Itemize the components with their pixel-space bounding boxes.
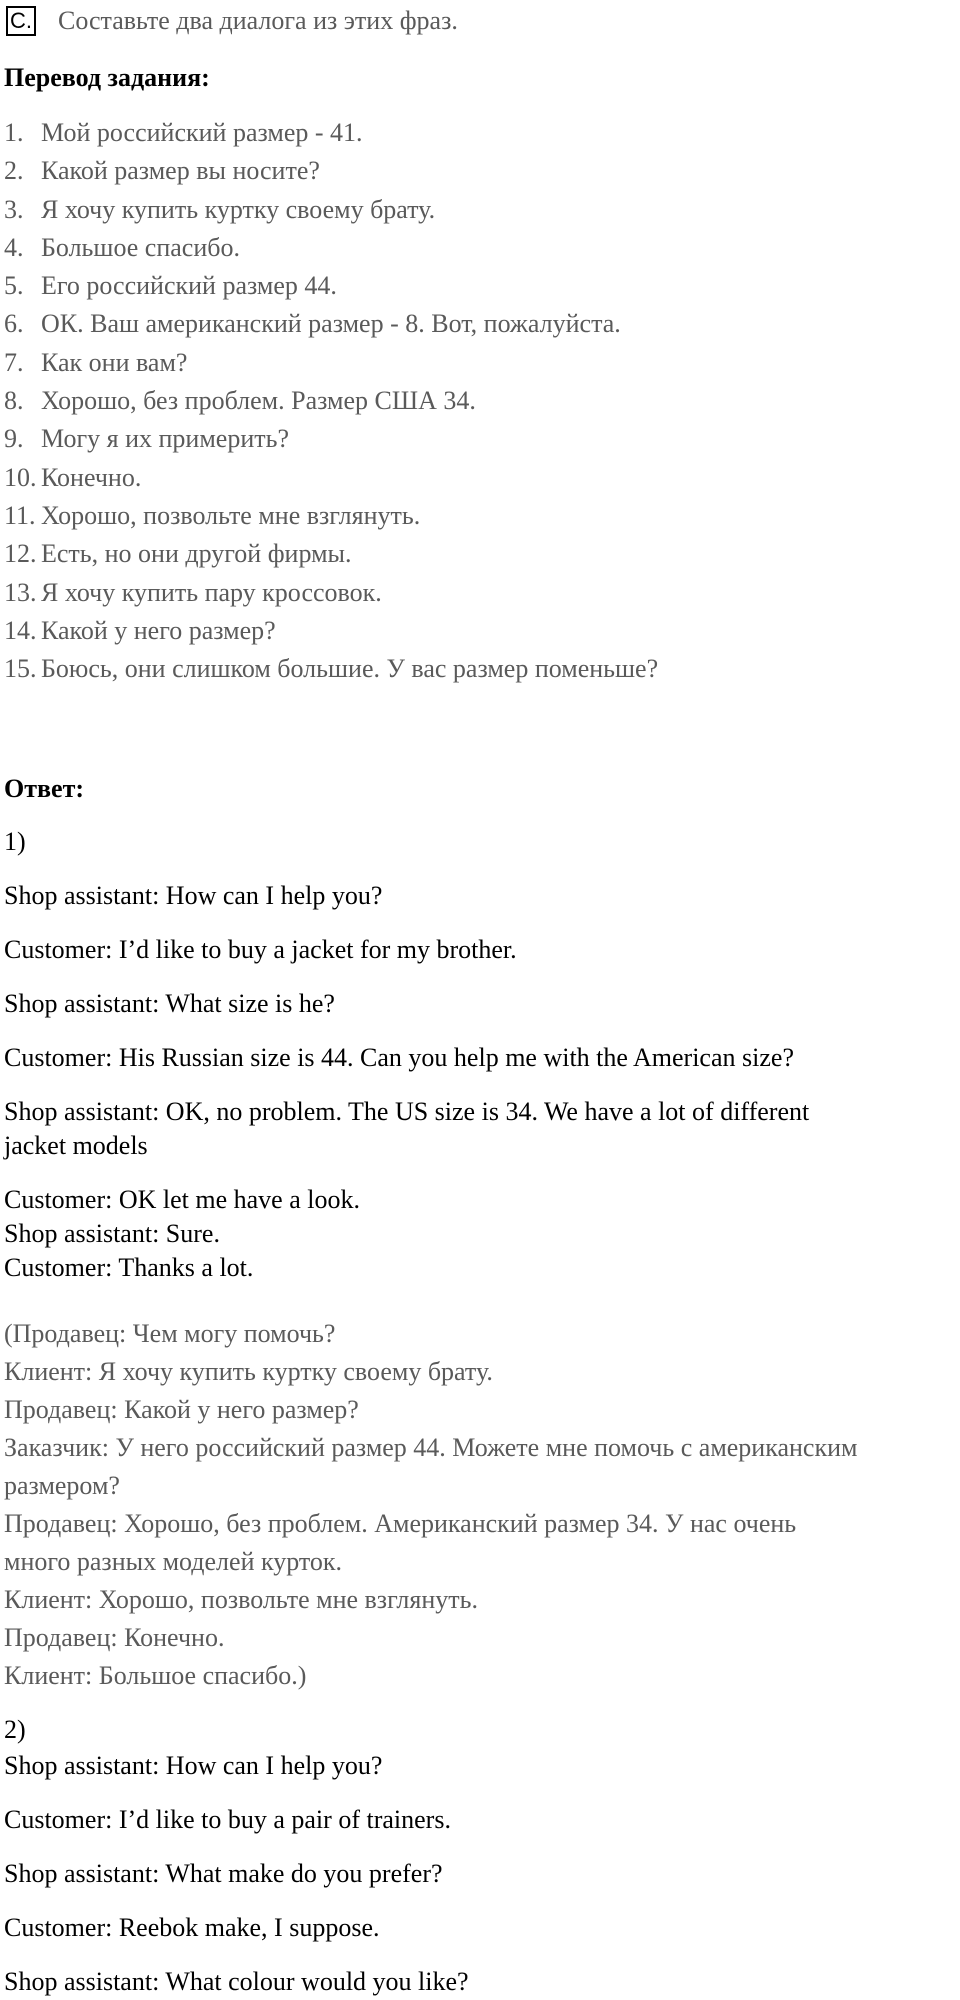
phrase-list	[4, 114, 658, 688]
list-item: 11. Хорошо, позвольте мне взглянуть.	[4, 500, 421, 530]
list-item: 3. Я хочу купить куртку своему брату.	[4, 194, 436, 224]
translation-heading: Перевод задания:	[4, 63, 210, 92]
dialogue1-line: Shop assistant: What size is he?	[4, 989, 335, 1018]
list-item: 8. Хорошо, без проблем. Размер США 34.	[4, 386, 476, 416]
dialogue1-line: Shop assistant: OK, no problem. The US size is 34. We have a lot of different	[4, 1097, 810, 1126]
dialogue1-translation-line: Клиент: Я хочу купить куртку своему брату.	[4, 1357, 493, 1386]
dialogue1-translation-line: Продавец: Какой у него размер?	[4, 1395, 359, 1424]
dialogue1-translation-line: Продавец: Хорошо, без проблем. Американский размер 34. У нас очень	[4, 1509, 797, 1538]
dialogue1-line: Customer: OK let me have a look.	[4, 1185, 360, 1214]
list-item: 15. Боюсь, они слишком большие. У вас размер поменьше?	[4, 654, 659, 684]
dialogue2-label: 2)	[4, 1715, 26, 1744]
dialogue2-line: Customer: I’d like to buy a pair of trainers.	[4, 1805, 451, 1834]
task-letter-box: C.	[6, 6, 36, 36]
task-header	[6, 6, 458, 36]
dialogue1-translation-line: много разных моделей курток.	[4, 1547, 343, 1576]
dialogue1-label: 1)	[4, 827, 26, 856]
list-item: 10. Конечно.	[4, 462, 142, 492]
list-item: 7. Как они вам?	[4, 347, 188, 377]
list-item: 13. Я хочу купить пару кроссовок.	[4, 577, 382, 607]
list-item: 1. Мой российский размер - 41.	[4, 118, 363, 147]
dialogue1-line: Shop assistant: How can I help you?	[4, 881, 383, 910]
dialogue1-translation-line: Заказчик: У него российский размер 44. Можете мне помочь с американским	[4, 1433, 858, 1462]
dialogue1-line: Customer: Thanks a lot.	[4, 1253, 254, 1282]
dialogue1-line: Shop assistant: Sure.	[4, 1219, 220, 1248]
list-item: 14. Какой у него размер?	[4, 615, 276, 645]
dialogue1-line: Customer: His Russian size is 44. Can you help me with the American size?	[4, 1043, 794, 1072]
list-item: 12. Есть, но они другой фирмы.	[4, 539, 352, 569]
list-item: 4. Большое спасибо.	[4, 232, 240, 262]
dialogue2-line: Customer: Reebok make, I suppose.	[4, 1913, 380, 1942]
list-item: 5. Его российский размер 44.	[4, 271, 337, 301]
dialogue1-translation-line: Клиент: Большое спасибо.)	[4, 1661, 307, 1690]
dialogue2-line: Shop assistant: What make do you prefer?	[4, 1859, 443, 1888]
dialogue1-line: Customer: I’d like to buy a jacket for my brother.	[4, 935, 517, 964]
list-item: 9. Могу я их примерить?	[4, 424, 290, 454]
dialogue1-line: jacket models	[4, 1131, 148, 1160]
dialogue2-line: Shop assistant: How can I help you?	[4, 1751, 383, 1780]
list-item: 2. Какой размер вы носите?	[4, 156, 320, 186]
dialogue1-translation-line: Клиент: Хорошо, позвольте мне взглянуть.	[4, 1585, 478, 1614]
task-instruction: Составьте два диалога из этих фраз.	[58, 6, 458, 35]
answer-heading: Ответ:	[4, 774, 85, 803]
list-item: 6. ОК. Ваш американский размер - 8. Вот, пожалуйста.	[4, 309, 621, 339]
dialogue2-line: Shop assistant: What colour would you like?	[4, 1967, 469, 1996]
dialogue1-translation-line: размером?	[4, 1471, 120, 1500]
dialogue1-translation-line: Продавец: Конечно.	[4, 1623, 225, 1652]
dialogue1-translation-line: (Продавец: Чем могу помочь?	[4, 1319, 336, 1348]
